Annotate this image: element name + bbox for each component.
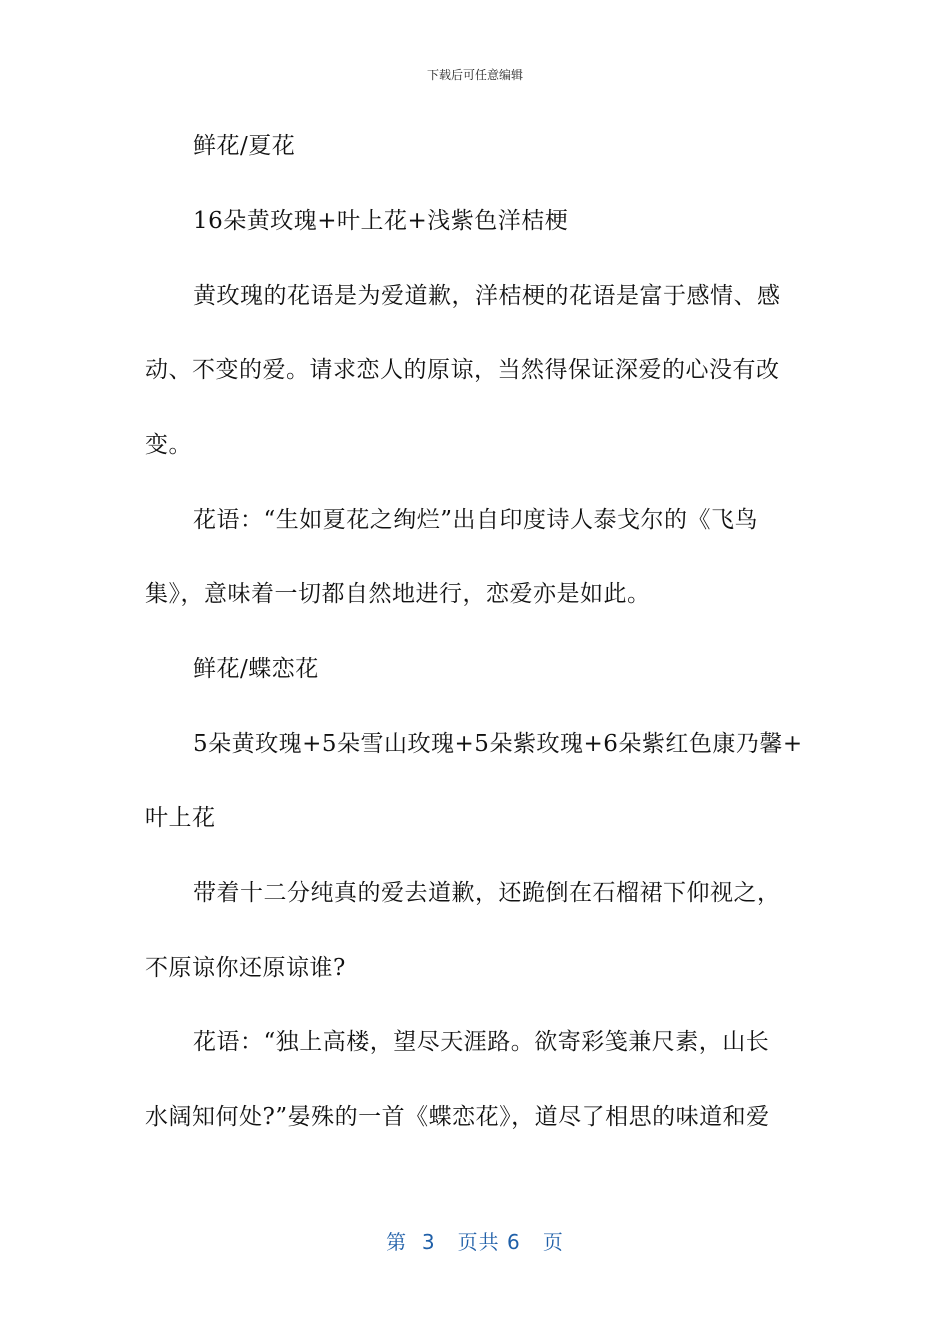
- paragraph-line: 叶上花: [145, 805, 216, 831]
- paragraph-line: 动、不变的爱。请求恋人的原谅，当然得保证深爱的心没有改: [145, 357, 780, 383]
- paragraph-line: 16朵黄玫瑰+叶上花+浅紫色洋桔梗: [193, 208, 569, 234]
- paragraph-line: 黄玫瑰的花语是为爱道歉，洋桔梗的花语是富于感情、感: [193, 283, 781, 309]
- paragraph-line: 带着十二分纯真的爱去道歉，还跪倒在石榴裙下仰视之，: [193, 880, 781, 906]
- paragraph-line: 不原谅你还原谅谁?: [145, 955, 346, 981]
- paragraph-line: 集》，意味着一切都自然地进行，恋爱亦是如此。: [145, 581, 651, 607]
- paragraph-line: 鲜花/夏花: [193, 133, 296, 159]
- page-header: 下载后可任意编辑: [426, 68, 523, 82]
- paragraph-line: 花语：“生如夏花之绚烂”出自印度诗人泰戈尔的《飞鸟: [193, 507, 759, 533]
- paragraph-line: 鲜花/蝶恋花: [193, 656, 319, 682]
- page-number-footer: 第 3 页共 6 页: [386, 1230, 564, 1254]
- paragraph-line: 5朵黄玫瑰+5朵雪山玫瑰+5朵紫玫瑰+6朵紫红色康乃馨+: [193, 731, 803, 757]
- paragraph-line: 花语：“独上高楼，望尽天涯路。欲寄彩笺兼尺素，山长: [193, 1029, 770, 1055]
- paragraph-line: 变。: [145, 432, 192, 458]
- paragraph-line: 水阔知何处?”晏殊的一首《蝶恋花》，道尽了相思的味道和爱: [145, 1104, 770, 1130]
